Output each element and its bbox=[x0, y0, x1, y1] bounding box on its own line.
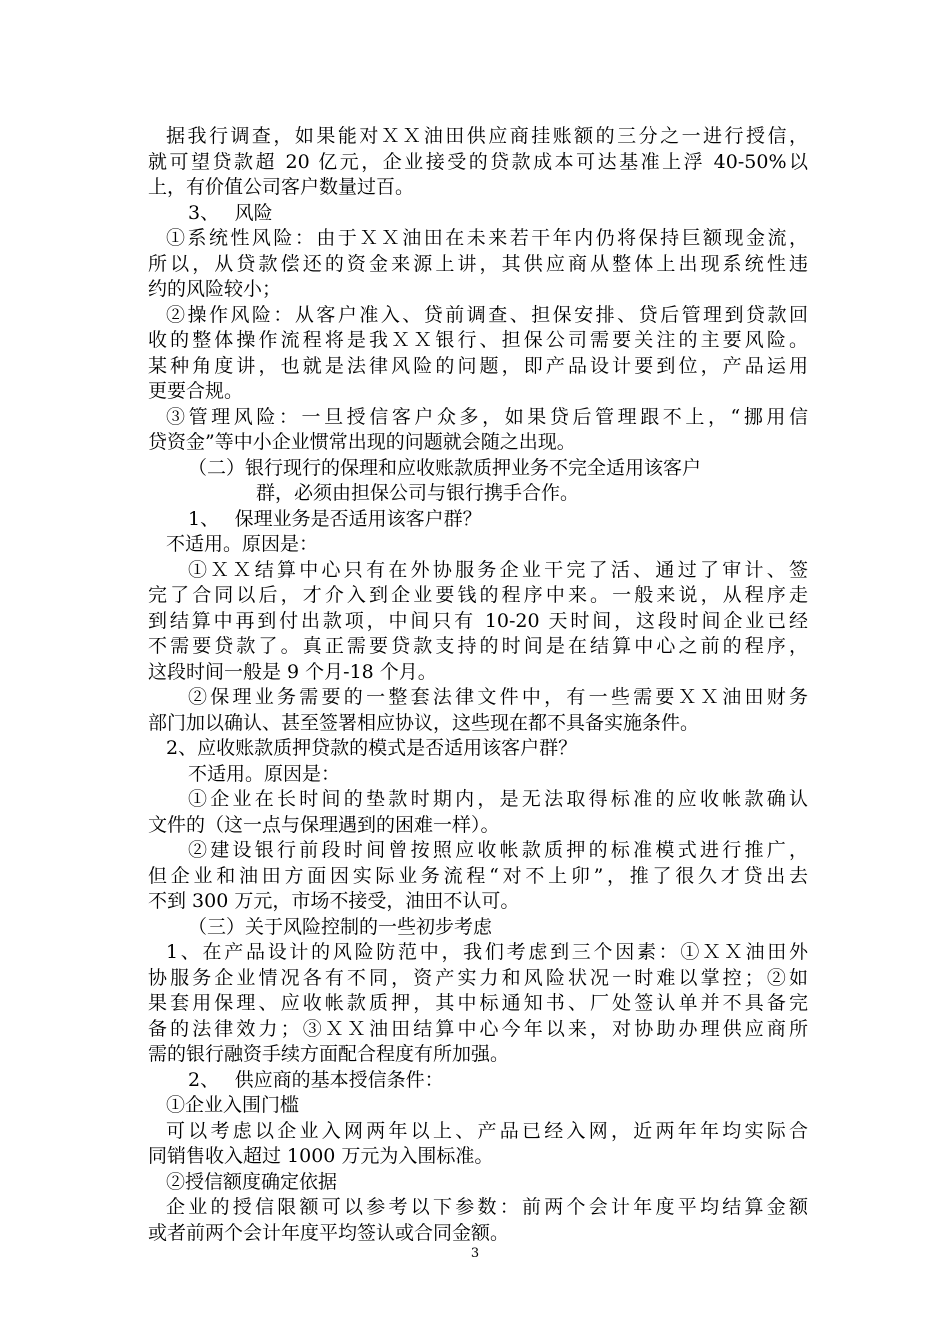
text-line: 就可望贷款超 20 亿元，企业接受的贷款成本可达基准上浮 40-50%以 bbox=[148, 150, 808, 173]
text-line: ②保理业务需要的一整套法律文件中，有一些需要ＸＸ油田财务 bbox=[188, 686, 808, 708]
text-line: （三）关于风险控制的一些初步考虑 bbox=[188, 915, 493, 938]
text-line: 1、在产品设计的风险防范中，我们考虑到三个因素：①ＸＸ油田外 bbox=[166, 941, 808, 963]
text-line: 果套用保理、应收帐款质押，其中标通知书、厂处签认单并不具备完 bbox=[148, 992, 808, 1014]
text-line: ①系统性风险：由于ＸＸ油田在未来若干年内仍将保持巨额现金流， bbox=[166, 227, 808, 249]
text-line: （二）银行现行的保理和应收账款质押业务不完全适用该客户 bbox=[188, 456, 702, 479]
text-line: 备的法律效力；③ＸＸ油田结算中心今年以来，对协助办理供应商所 bbox=[148, 1017, 808, 1040]
text-line: 但企业和油田方面因实际业务流程“对不上卯”，推了很久才贷出去 bbox=[148, 864, 808, 887]
text-line: 群，必须由担保公司与银行携手合作。 bbox=[256, 482, 580, 504]
text-line: 不适用。原因是： bbox=[188, 762, 341, 785]
text-line: 不适用。原因是： bbox=[166, 533, 319, 555]
text-line: 1、 保理业务是否适用该客户群？ bbox=[188, 507, 482, 530]
text-line: 贷资金”等中小企业惯常出现的问题就会随之出现。 bbox=[148, 431, 576, 453]
text-line: ②操作风险：从客户准入、贷前调查、担保安排、贷后管理到贷款回 bbox=[166, 303, 808, 326]
text-line: 约的风险较小； bbox=[148, 278, 282, 300]
text-line: ①企业在长时间的垫款时期内，是无法取得标准的应收帐款确认 bbox=[188, 788, 808, 810]
text-line: 2、 供应商的基本授信条件： bbox=[188, 1068, 444, 1091]
text-line: ③管理风险：一旦授信客户众多，如果贷后管理跟不上，“挪用信 bbox=[166, 405, 808, 428]
text-line: 部门加以确认、甚至签署相应协议，这些现在都不具备实施条件。 bbox=[148, 711, 700, 734]
text-line: 收的整体操作流程将是我ＸＸ银行、担保公司需要关注的主要风险。 bbox=[148, 329, 808, 351]
text-line: 或者前两个会计年度平均签认或合同金额。 bbox=[148, 1221, 510, 1244]
text-line: 3、 风险 bbox=[188, 201, 273, 224]
text-line: 所以，从贷款偿还的资金来源上讲，其供应商从整体上出现系统性违 bbox=[148, 252, 808, 275]
text-line: 这段时间一般是 9 个月-18 个月。 bbox=[148, 660, 437, 683]
text-line: 不到 300 万元，市场不接受，油田不认可。 bbox=[148, 890, 520, 912]
document-body bbox=[148, 124, 808, 1246]
text-line: 更要合规。 bbox=[148, 380, 244, 402]
page-number: 3 bbox=[470, 1246, 480, 1261]
text-line: ②授信额度确定依据 bbox=[166, 1170, 338, 1193]
text-line: ②建设银行前段时间曾按照应收帐款质押的标准模式进行推广， bbox=[188, 839, 808, 861]
text-line: 据我行调查，如果能对ＸＸ油田供应商挂账额的三分之一进行授信， bbox=[166, 125, 808, 147]
text-line: 同销售收入超过 1000 万元为入围标准。 bbox=[148, 1145, 494, 1167]
text-line: 不需要贷款了。真正需要贷款支持的时间是在结算中心之前的程序， bbox=[148, 635, 808, 657]
text-line: 完了合同以后，才介入到企业要钱的程序中来。一般来说，从程序走 bbox=[148, 584, 808, 606]
text-line: 2、应收账款质押贷款的模式是否适用该客户群？ bbox=[166, 737, 578, 759]
text-line: 可以考虑以企业入网两年以上、产品已经入网，近两年年均实际合 bbox=[166, 1119, 808, 1142]
text-line: 企业的授信限额可以参考以下参数：前两个会计年度平均结算金额 bbox=[166, 1196, 808, 1218]
text-line: 某种角度讲，也就是法律风险的问题，即产品设计要到位，产品运用 bbox=[148, 354, 808, 377]
text-line: ①ＸＸ结算中心只有在外协服务企业干完了活、通过了审计、签 bbox=[188, 558, 808, 581]
text-line: 上，有价值公司客户数量过百。 bbox=[148, 176, 415, 198]
text-line: 到结算中再到付出款项，中间只有 10-20 天时间，这段时间企业已经 bbox=[148, 609, 808, 632]
text-line: 需的银行融资手续方面配合程度有所加强。 bbox=[148, 1043, 510, 1065]
text-line: 文件的（这一点与保理遇到的困难一样）。 bbox=[148, 813, 500, 836]
text-line: ①企业入围门槛 bbox=[166, 1094, 300, 1116]
text-line: 协服务企业情况各有不同，资产实力和风险状况一时难以掌控；②如 bbox=[148, 966, 808, 989]
